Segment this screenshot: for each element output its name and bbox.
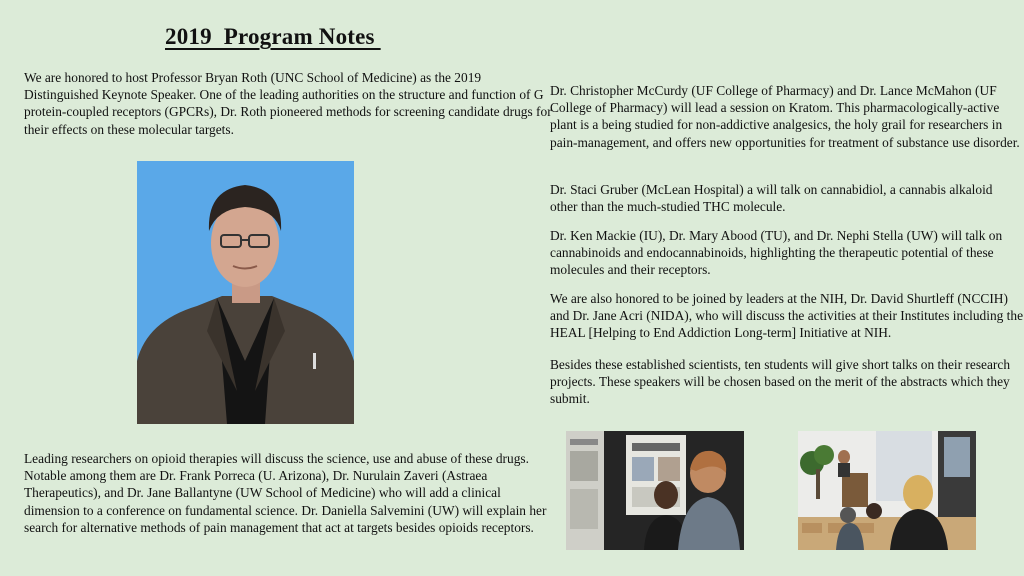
cannabidiol-paragraph: Dr. Staci Gruber (McLean Hospital) a will talk on cannabidiol, a cannabis alkaloid other than the much-studied THC molecule. [550,182,993,215]
kratom-paragraph: Dr. Christopher McCurdy (UF College of Pharmacy) and Dr. Lance McMahon (UF College of Pharmacy) will lead a session on Kratom. This pharmacologically-active plant is a being studied for non-addictive analgesics, the holy grail for researchers in pain-management, and offers new opportunities for treatment of substance use disorder. [550,83,1020,150]
keynote-paragraph: We are honored to host Professor Bryan Roth (UNC School of Medicine) as the 2019 Distinguished Keynote Speaker. One of the leading authorities on the structure and function of G protein-coupled receptors (GPCRs), Dr. Roth pioneered methods for screening candidate drugs for their effects on these molecular targets. [24,70,552,137]
nih-paragraph: We are also honored to be joined by leaders at the NIH, Dr. David Shurtleff (NCCIH) and Dr. Jane Acri (NIDA), who will discuss the activities at their Institutes including the HEAL [Helping to End Addiction Long-term] Initiative at NIH. [550,291,1024,341]
keynote-speaker-photo [137,161,354,424]
poster-session-photo [566,431,744,550]
page-title: 2019 Program Notes [165,24,381,49]
lecture-audience-photo [798,431,976,550]
cannabinoids-paragraph: Dr. Ken Mackie (IU), Dr. Mary Abood (TU), and Dr. Nephi Stella (UW) will talk on cannabinoids and endocannabinoids, highlighting the therapeutic potential of these molecules and their receptors. [550,228,1003,278]
students-paragraph: Besides these established scientists, ten students will give short talks on their research projects. These speakers will be chosen based on the merit of the abstracts which they submit. [550,357,1011,407]
opioid-paragraph: Leading researchers on opioid therapies will discuss the science, use and abuse of these drugs. Notable among them are Dr. Frank Porreca (U. Arizona), Dr. Nurulain Zaveri (Astraea Therapeutics), and Dr. Jane Ballantyne (UW School of Medicine) who will add a clinical dimension to a conference on fundamental science. Dr. Daniella Salvemini (UW) will explain her search for alternative methods of pain management that act at targets besides opioids receptors. [24,451,547,535]
